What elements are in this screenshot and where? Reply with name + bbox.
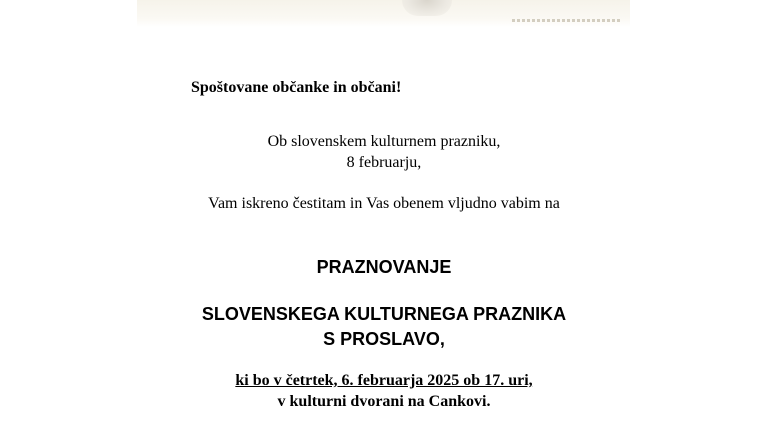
header-image-mark — [512, 19, 622, 22]
event-date: ki bo v četrtek, 6. februarja 2025 ob 17. uri, — [235, 372, 533, 389]
event-location: v kulturni dvorani na Cankovi. — [277, 393, 491, 410]
greeting: Spoštovane občanke in občani! — [191, 79, 402, 96]
header-image — [137, 0, 630, 27]
invitation-line: Vam iskreno čestitam in Vas obenem vljudno vabim na — [208, 195, 560, 212]
event-subtitle-line-1: SLOVENSKEGA KULTURNEGA PRAZNIKA — [201, 304, 567, 324]
event-title: PRAZNOVANJE — [316, 257, 452, 277]
event-subtitle-line-2: S PROSLAVO, — [323, 329, 445, 349]
occasion-line-2: 8 februarju, — [346, 154, 422, 171]
header-image-shade — [402, 0, 452, 16]
occasion-line-1: Ob slovenskem kulturnem prazniku, — [267, 133, 501, 150]
